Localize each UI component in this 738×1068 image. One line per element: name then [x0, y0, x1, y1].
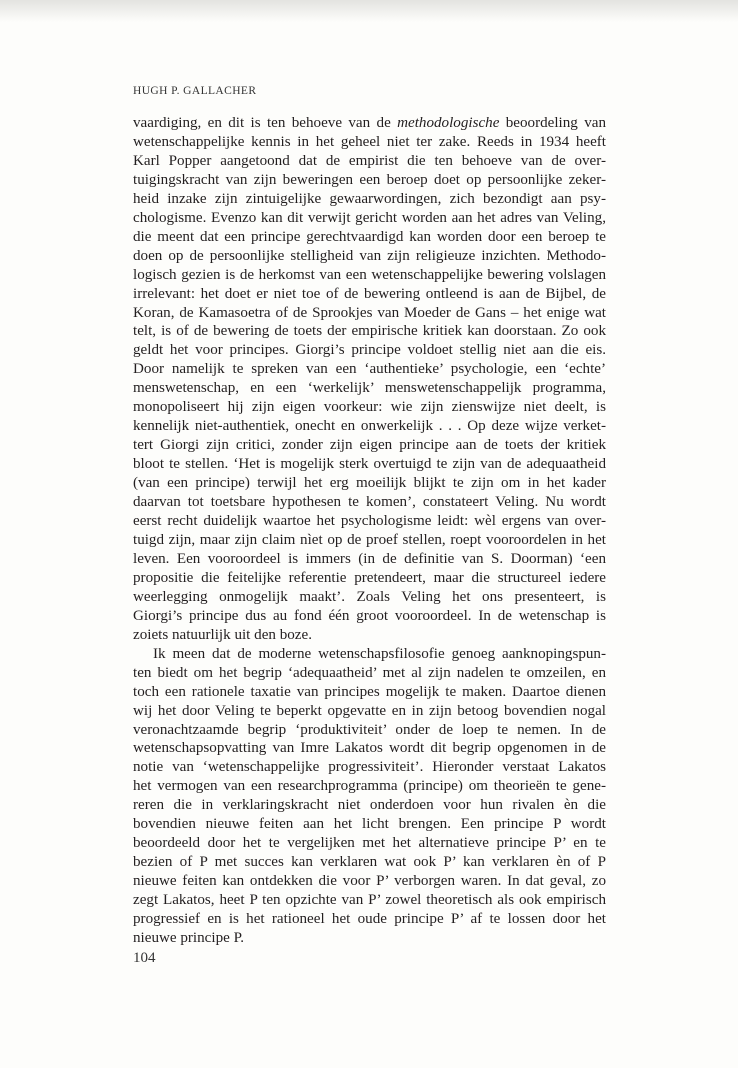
page-number: 104 [133, 950, 156, 966]
text-segment: beoordeling van [499, 115, 606, 131]
text-line: wij het door Veling te beperkt opgevatte en in zijn betoog bovendien nogal [133, 702, 606, 719]
text-line: die meent dat een principe gerechtvaardigd kan worden door een beroep te [133, 228, 606, 245]
running-head: HUGH P. GALLACHER [133, 85, 257, 97]
text-line: bezien of P met succes kan verklaren wat ook P’ kan verklaren èn of P [133, 854, 606, 871]
text-line: daarvan tot toetsbare hypothesen te komen’, constateert Veling. Nu wordt [133, 494, 606, 511]
text-line: toch een rationele taxatie van principes mogelijk te maken. Daartoe dienen [133, 683, 606, 700]
text-line: wetenschapsopvatting van Imre Lakatos wordt dit begrip opgenomen in de [133, 740, 606, 757]
text-line: heid inzake zijn zintuigelijke gewaarwordingen, zich bezondigt aan psy- [133, 190, 606, 207]
text-line: bloot te stellen. ‘Het is mogelijk sterk overtuigd te zijn van de adequaatheid [133, 456, 606, 473]
text-line: propositie die feitelijke referentie pretendeert, maar die structureel iedere [133, 569, 606, 586]
body-text [133, 114, 606, 948]
text-line: zoiets natuurlijk uit den boze. [133, 626, 312, 643]
text-line: logisch gezien is de herkomst van een wetenschappelijke bewering volslagen [133, 266, 606, 283]
text-line: Giorgi’s principe dus au fond één groot vooroordeel. In de wetenschap is [133, 607, 606, 624]
text-line: nieuwe feiten kan ontdekken die voor P’ verborgen waren. In dat geval, zo [133, 873, 606, 890]
text-line: geldt het voor principes. Giorgi’s principe voldoet stellig niet aan die eis. [133, 342, 606, 359]
text-line: doen op de persoonlijke stelligheid van zijn religieuze inzichten. Methodo- [133, 247, 606, 264]
text-line: zegt Lakatos, heet P ten opzichte van P’ zowel theoretisch als ook empirisch [133, 892, 606, 909]
text-line: weerlegging onmogelijk maakt’. Zoals Veling het ons presenteert, is [133, 588, 606, 605]
text-line [133, 114, 606, 133]
text-line: (van een principe) terwijl het erg moeilijk blijkt te zijn om in het kader [133, 475, 606, 492]
text-line: irrelevant: het doet er niet toe of de bewering ontleend is aan de Bijbel, de [133, 285, 606, 302]
text-line: menswetenschap, en een ‘werkelijk’ menswetenschappelijk programma, [133, 380, 606, 397]
text-line: Koran, de Kamasoetra of de Sprookjes van Moeder de Gans – het enige wat [133, 304, 606, 321]
text-line: beoordeeld door het te vergelijken met het alternatieve principe P’ en te [133, 835, 606, 852]
text-line: notie van ‘wetenschappelijke progressiviteit’. Hieronder verstaat Lakatos [133, 759, 606, 776]
text-segment: vaardiging, en dit is ten behoeve van de [133, 115, 398, 131]
text-line: Karl Popper aangetoond dat de empirist die ten behoeve van de over- [133, 152, 606, 169]
text-line: progressief en is het rationeel het oude principe P’ af te lossen door het [133, 911, 606, 928]
text-line: monopoliseert hij zijn eigen voorkeur: wie zijn zienswijze niet deelt, is [133, 399, 606, 416]
text-line: kennelijk niet-authentiek, onecht en onwerkelijk . . . Op deze wijze verket- [133, 418, 606, 435]
text-line: het vermogen van een researchprogramma (principe) om theorieën te gene- [133, 778, 606, 795]
text-line: leven. Een vooroordeel is immers (in de definitie van S. Doorman) ‘een [133, 550, 606, 567]
text-line: ten biedt om het begrip ‘adequaatheid’ met al zijn nadelen te omzeilen, en [133, 664, 606, 681]
text-line: chologisme. Evenzo kan dit verwijt gericht worden aan het adres van Veling, [133, 209, 606, 226]
text-line: Ik meen dat de moderne wetenschapsfilosofie genoeg aanknopingspun- [153, 645, 606, 662]
emphasized-word: methodologische [397, 115, 500, 131]
text-line: eerst recht duidelijk waartoe het psychologisme leidt: wèl ergens van over- [133, 513, 606, 530]
text-line: wetenschappelijke kennis in het geheel niet ter zake. Reeds in 1934 heeft [133, 133, 606, 150]
text-line: tert Giorgi zijn critici, zonder zijn eigen principe aan de toets der kritiek [133, 437, 606, 454]
text-line: Door namelijk te spreken van een ‘authentieke’ psychologie, een ‘echte’ [133, 361, 606, 378]
text-line: reren die in verklaringskracht niet onderdoen voor hun rivalen èn die [133, 797, 606, 814]
text-line: tuigd zijn, maar zijn claim nìet op de proef stellen, roept vooroordelen in het [133, 531, 606, 548]
text-line: veronachtzaamde begrip ‘produktiviteit’ onder de loep te nemen. In de [133, 721, 606, 738]
text-line: nieuwe principe P. [133, 929, 245, 946]
text-line: tuigingskracht van zijn beweringen een beroep doet op persoonlijke zeker- [133, 171, 606, 188]
text-line: telt, is of de bewering de toets der empirische kritiek kan doorstaan. Zo ook [133, 323, 606, 340]
text-line: bovendien nieuwe feiten aan het licht brengen. Een principe P wordt [133, 816, 606, 833]
scan-edge-shading [0, 0, 738, 22]
